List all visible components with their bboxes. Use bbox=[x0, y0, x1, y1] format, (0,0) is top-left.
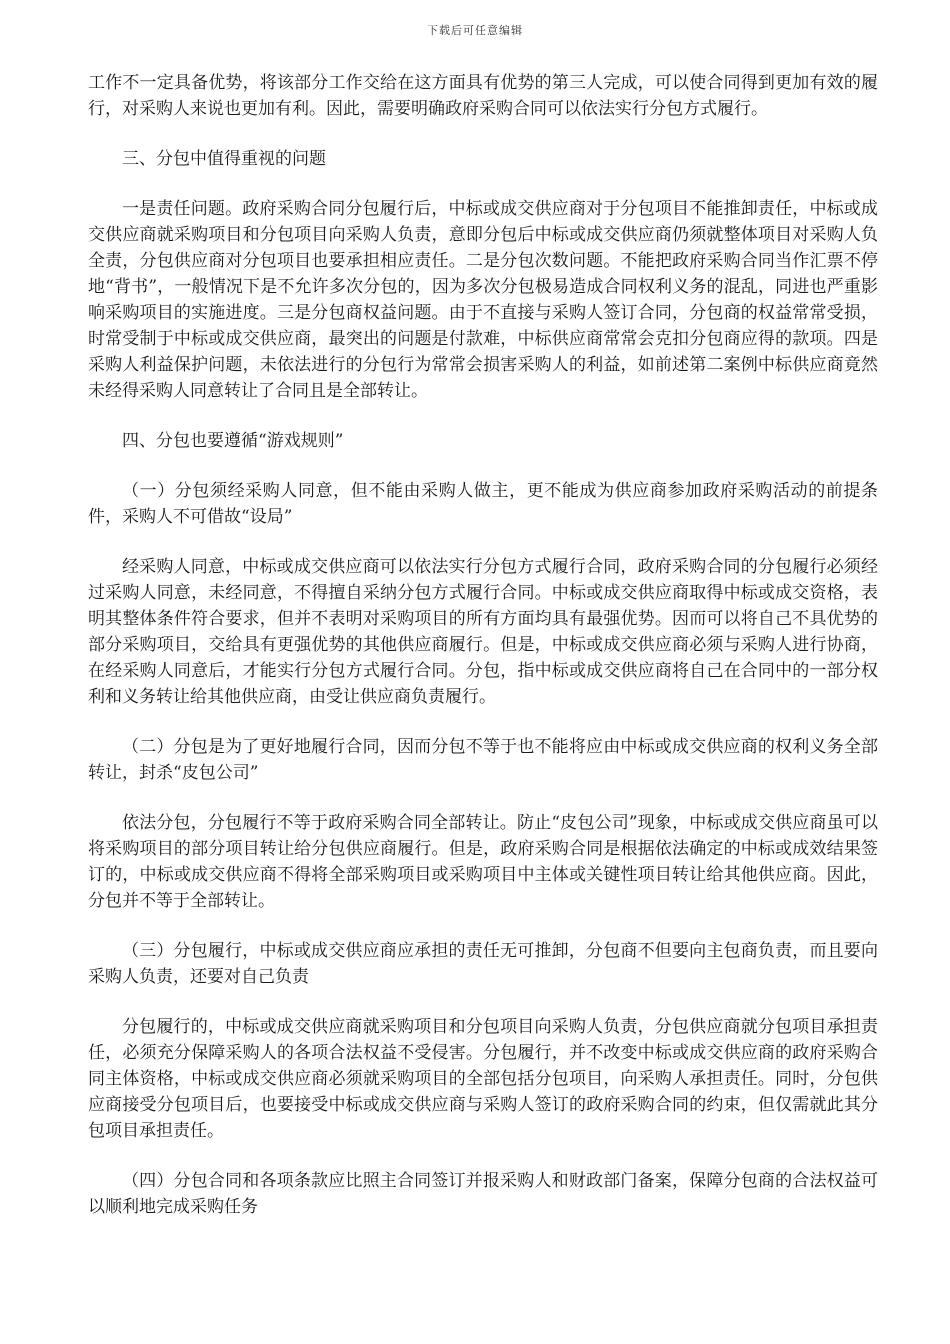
paragraph-no-full-transfer: 依法分包，分包履行不等于政府采购合同全部转让。防止“皮包公司”现象，中标或成交供应商虽可以将采购项目的部分项目转让给分包供应商履行。但是，政府采购合同是根据依法确定的中标或成效结果签订的，中标或成交供应商不得将全部采购项目或采购项目中主体或关键性项目转让给其他供应商。因此，分包并不等于全部转让。 bbox=[88, 813, 878, 911]
paragraph-continuation: 工作不一定具备优势，将该部分工作交给在这方面具有优势的第三人完成，可以使合同得到更加有效的履行，对采购人来说也更加有利。因此，需要明确政府采购合同可以依法实行分包方式履行。 bbox=[88, 73, 878, 119]
paragraph-issues: 一是责任问题。政府采购合同分包履行后，中标或成交供应商对于分包项目不能推卸责任，中标或成交供应商就采购项目和分包项目向采购人负责，意即分包后中标或成交供应商仍须就整体项目对采购人负全责，分包供应商对分包项目也要承担相应责任。二是分包次数问题。不能把政府采购合同当作汇票不停地“背书”，一般情况下是不允许多次分包的，因为多次分包极易造成合同权利义务的混乱，同进也严重影响采购项目的实施进度。三是分包商权益问题。由于不直接与采购人签订合同，分包商的权益常常受损，时常受制于中标或成交供应商，最突出的问题是付款难，中标供应商常常会克扣分包商应得的款项。四是采购人利益保护问题，未依法进行的分包行为常常会损害采购人的利益，如前述第二案例中标供应商竟然未经得采购人同意转让了合同且是全部转让。 bbox=[88, 199, 878, 401]
subheading-1: （一）分包须经采购人同意，但不能由采购人做主，更不能成为供应商参加政府采购活动的前提条件，采购人不可借故“设局” bbox=[88, 481, 878, 527]
subheading-3: （三）分包履行，中标或成交供应商应承担的责任无可推卸，分包商不但要向主包商负责，而且要向采购人负责，还要对自己负责 bbox=[88, 941, 878, 987]
document-body bbox=[88, 70, 878, 1220]
section-heading-4: 四、分包也要遵循“游戏规则” bbox=[122, 431, 344, 451]
page-header: 下载后可任意编辑 bbox=[427, 24, 523, 37]
paragraph-responsibility: 分包履行的，中标或成交供应商就采购项目和分包项目向采购人负责，分包供应商就分包项目承担责任，必须充分保障采购人的各项合法权益不受侵害。分包履行，并不改变中标或成交供应商的政府采购合同主体资格，中标或成交供应商必须就采购项目的全部包括分包项目，向采购人承担责任。同时，分包供应商接受分包项目后，也要接受中标或成交供应商与采购人签订的政府采购合同的约束，但仅需就此其分包项目承担责任。 bbox=[88, 1017, 878, 1141]
paragraph-consent: 经采购人同意，中标或成交供应商可以依法实行分包方式履行合同，政府采购合同的分包履行必须经过采购人同意，未经同意，不得擅自采纳分包方式履行合同。中标或成交供应商取得中标或成交资格，表明其整体条件符合要求，但并不表明对采购项目的所有方面均具有最强优势。因而可以将自己不具优势的部分采购项目，交给具有更强优势的其他供应商履行。但是，中标或成交供应商必须与采购人进行协商，在经采购人同意后，才能实行分包方式履行合同。分包，指中标或成交供应商将自己在合同中的一部分权利和义务转让给其他供应商，由受让供应商负责履行。 bbox=[88, 557, 878, 707]
subheading-4: （四）分包合同和各项条款应比照主合同签订并报采购人和财政部门备案，保障分包商的合法权益可以顺利地完成采购任务 bbox=[88, 1171, 878, 1217]
subheading-2: （二）分包是为了更好地履行合同，因而分包不等于也不能将应由中标或成交供应商的权利义务全部转让，封杀“皮包公司” bbox=[88, 737, 878, 783]
section-heading-3: 三、分包中值得重视的问题 bbox=[122, 149, 326, 169]
